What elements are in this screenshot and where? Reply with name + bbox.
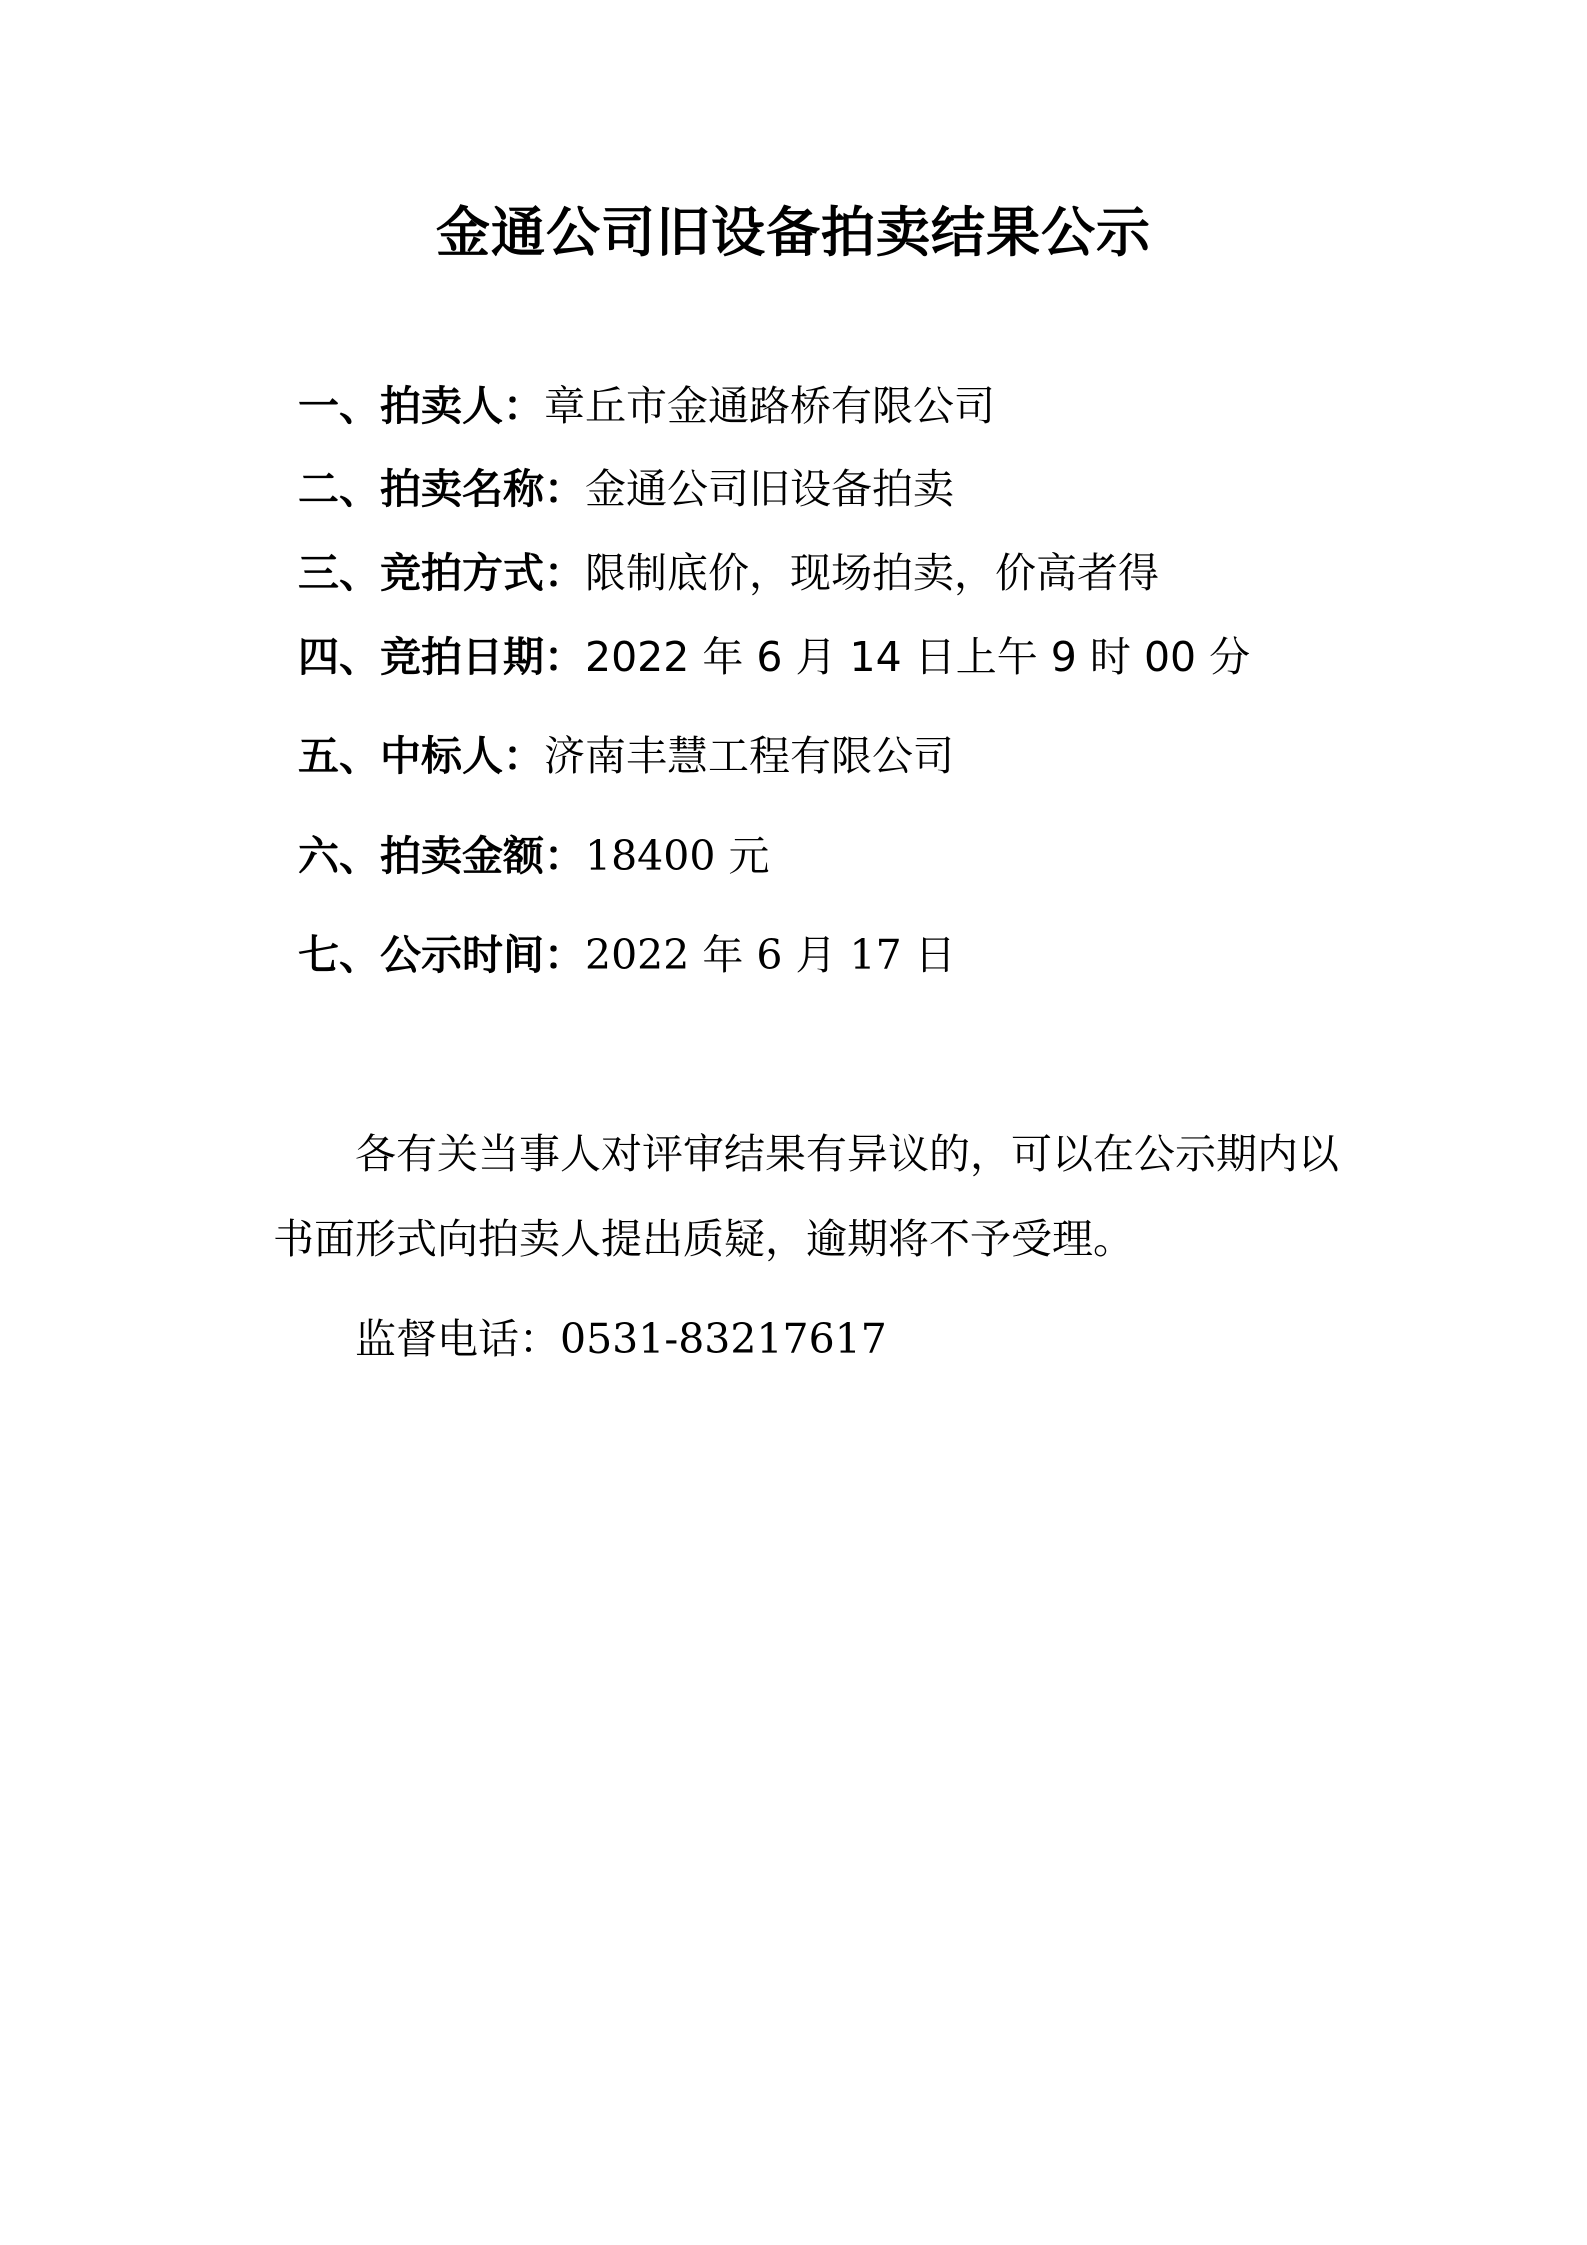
item-value: 金通公司旧设备拍卖 <box>585 465 954 513</box>
item-label: 六、拍卖金额： <box>298 832 585 880</box>
item-label: 五、中标人： <box>298 732 544 780</box>
item-value: 章丘市金通路桥有限公司 <box>544 382 995 430</box>
item-auction-amount <box>298 830 769 882</box>
item-value: 18400 元 <box>585 832 770 880</box>
page-title: 金通公司旧设备拍卖结果公示 <box>436 201 1151 264</box>
supervision-phone: 监督电话：0531-83217617 <box>355 1315 887 1363</box>
item-winning-bidder <box>298 730 954 782</box>
item-label: 四、竞拍日期： <box>298 633 585 681</box>
item-label: 二、拍卖名称： <box>298 465 585 513</box>
item-auction-name <box>298 463 954 515</box>
item-label: 七、公示时间： <box>298 931 585 979</box>
item-value: 限制底价，现场拍卖，价高者得 <box>585 549 1159 597</box>
item-value: 济南丰慧工程有限公司 <box>544 732 954 780</box>
item-bidding-date <box>298 631 1250 683</box>
notice-line-2: 书面形式向拍卖人提出质疑，逾期将不予受理。 <box>273 1215 1134 1263</box>
item-value: 2022 年 6 月 14 日上午 9 时 00 分 <box>585 633 1251 681</box>
item-value: 2022 年 6 月 17 日 <box>585 931 956 979</box>
item-auctioneer <box>298 380 995 432</box>
item-bidding-method <box>298 547 1159 599</box>
item-label: 三、竞拍方式： <box>298 549 585 597</box>
notice-line-1: 各有关当事人对评审结果有异议的，可以在公示期内以 <box>355 1130 1339 1178</box>
item-publicity-time <box>298 929 956 981</box>
item-label: 一、拍卖人： <box>298 382 544 430</box>
